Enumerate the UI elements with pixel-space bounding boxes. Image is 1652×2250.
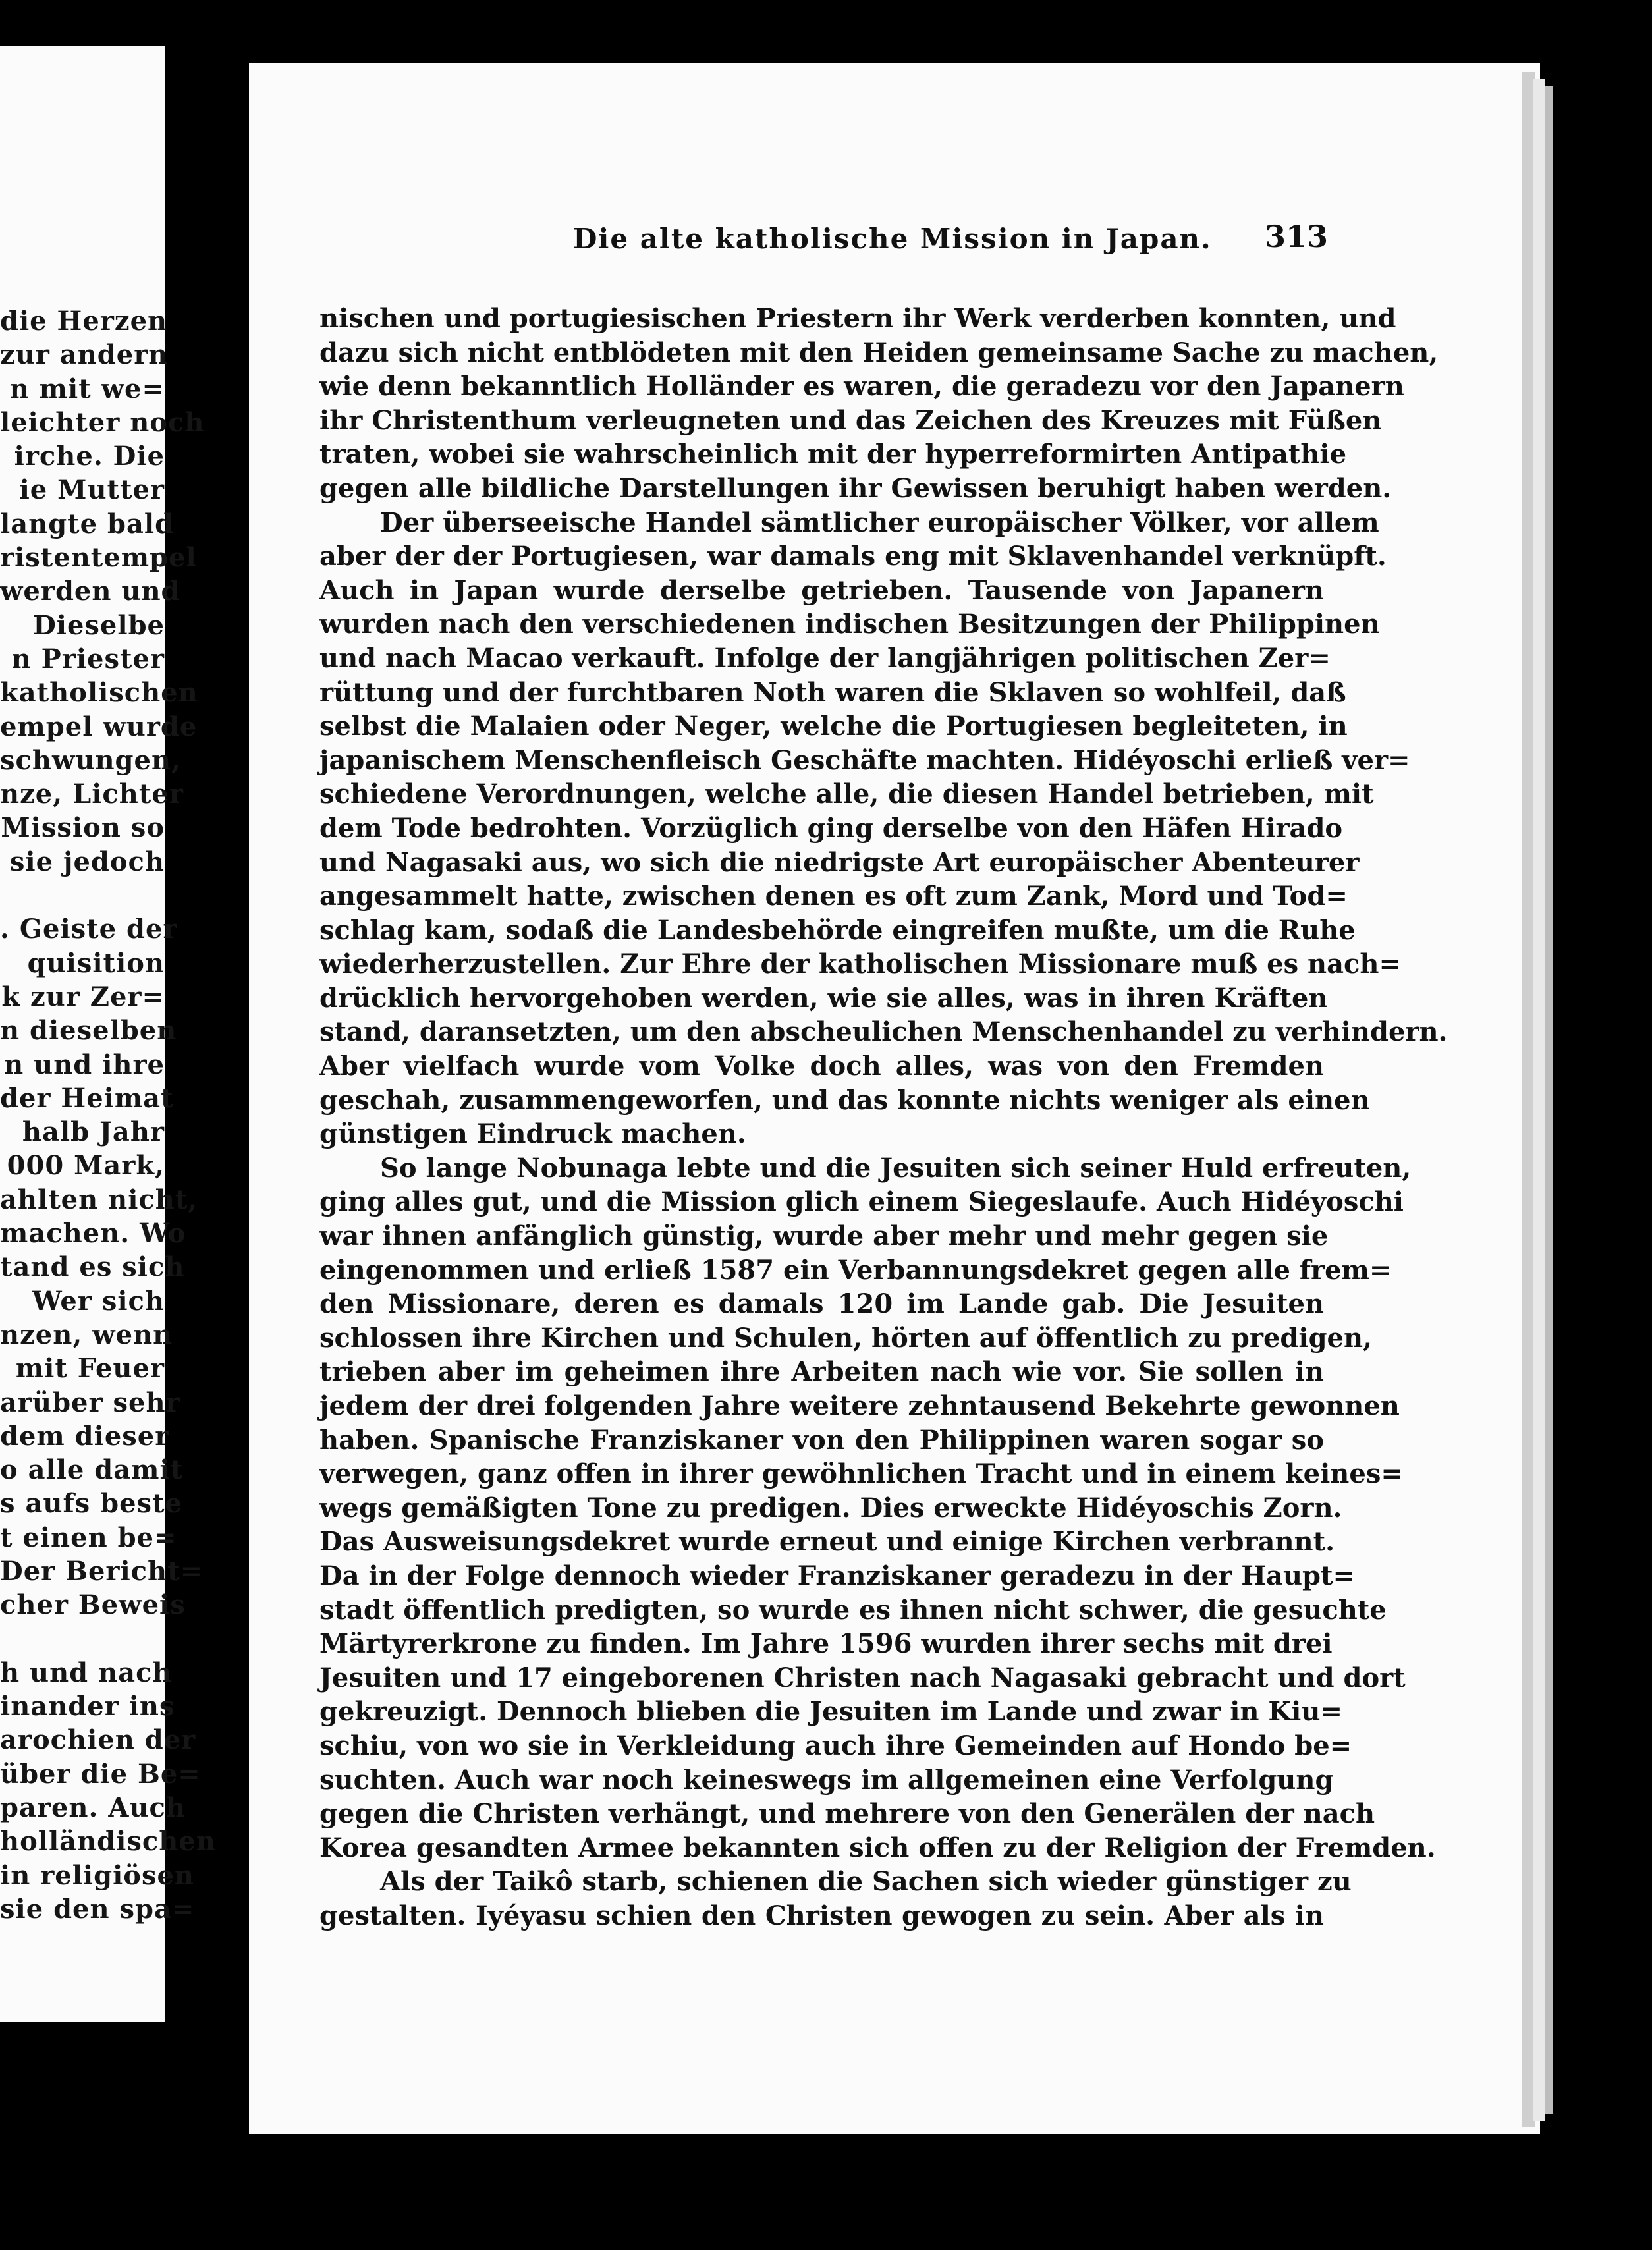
text-line: haben. Spanische Franziskaner von den Philippinen waren sogar so bbox=[319, 1424, 1324, 1456]
facing-page-line: nzen, wenn bbox=[0, 1319, 173, 1350]
text-line: wegs gemäßigten Tone zu predigen. Dies erweckte Hidéyoschis Zorn. bbox=[319, 1492, 1342, 1523]
facing-page-line: ahlten nicht, bbox=[0, 1184, 198, 1215]
text-line: jedem der drei folgenden Jahre weitere zehntausend Bekehrte gewonnen bbox=[319, 1390, 1400, 1421]
facing-page-line bbox=[0, 1622, 165, 1656]
page-edge bbox=[1522, 72, 1535, 2127]
facing-page-line: Mission so bbox=[1, 812, 165, 844]
facing-page-line: werden und bbox=[0, 576, 180, 607]
facing-page-line: quisition bbox=[27, 947, 165, 979]
facing-page-line: katholischen bbox=[0, 677, 198, 709]
text-line: Korea gesandten Armee bekannten sich offen zu der Religion der Fremden. bbox=[319, 1832, 1436, 1863]
facing-page-line: h und nach bbox=[0, 1657, 173, 1688]
facing-page-line: n mit we= bbox=[9, 373, 165, 404]
text-line: nischen und portugiesischen Priestern ihr Werk verderben konnten, und bbox=[319, 303, 1396, 334]
text-line: dazu sich nicht entblödeten mit den Heiden gemeinsame Sache zu machen, bbox=[319, 337, 1439, 368]
facing-page-line: über die Be= bbox=[0, 1758, 201, 1790]
facing-page-text bbox=[0, 304, 216, 1926]
facing-page-line: tand es sich bbox=[0, 1251, 185, 1283]
text-line: stand, daransetzten, um den abscheulichen Menschenhandel zu verhindern. bbox=[319, 1016, 1448, 1048]
facing-page-line: . Geiste der bbox=[0, 914, 178, 945]
facing-page-line: paren. Auch bbox=[0, 1792, 186, 1824]
facing-page-line: 000 Mark, bbox=[7, 1150, 165, 1182]
text-line: den Missionare, deren es damals 120 im Lande gab. Die Jesuiten bbox=[319, 1288, 1324, 1320]
text-line: Als der Taikô starb, schienen die Sachen sich wieder günstiger zu bbox=[380, 1866, 1352, 1898]
page-edge bbox=[1545, 86, 1553, 2114]
facing-page-line: holländischen bbox=[0, 1826, 216, 1857]
text-line: Da in der Folge dennoch wieder Franziskaner geradezu in der Haupt= bbox=[319, 1560, 1355, 1591]
facing-page-line: ristentempel bbox=[0, 542, 197, 574]
text-line: schlag kam, sodaß die Landesbehörde eingreifen mußte, um die Ruhe bbox=[319, 914, 1356, 946]
facing-page-line: mit Feuer bbox=[15, 1353, 165, 1385]
facing-page-line: t einen be= bbox=[0, 1522, 177, 1553]
text-line: dem Tode bedrohten. Vorzüglich ging derselbe von den Häfen Hirado bbox=[319, 812, 1343, 844]
page-number: 313 bbox=[1265, 219, 1329, 254]
text-line: wie denn bekanntlich Holländer es waren, die geradezu vor den Japanern bbox=[319, 371, 1404, 402]
text-line: Jesuiten und 17 eingeborenen Christen nach Nagasaki gebracht und dort bbox=[319, 1662, 1406, 1693]
facing-page-line: n Priester bbox=[11, 643, 165, 674]
facing-page-line: in religiösen bbox=[0, 1859, 195, 1891]
text-line: selbst die Malaien oder Neger, welche die Portugiesen begleiteten, in bbox=[319, 711, 1348, 742]
text-line: war ihnen anfänglich günstig, wurde aber mehr und mehr gegen sie bbox=[319, 1221, 1329, 1252]
facing-page-line: Der Bericht= bbox=[0, 1555, 204, 1587]
text-line: und nach Macao verkauft. Infolge der langjährigen politischen Zer= bbox=[319, 642, 1331, 674]
text-line: schlossen ihre Kirchen und Schulen, hörten auf öffentlich zu predigen, bbox=[319, 1322, 1373, 1354]
text-line: suchten. Auch war noch keineswegs im allgemeinen eine Verfolgung bbox=[319, 1764, 1334, 1796]
facing-page-line: arochien der bbox=[0, 1724, 196, 1756]
text-line: schiedene Verordnungen, welche alle, die diesen Handel betrieben, mit bbox=[319, 779, 1374, 810]
text-line: traten, wobei sie wahrscheinlich mit der hyperreformirten Antipathie bbox=[319, 439, 1347, 470]
text-line: eingenommen und erließ 1587 ein Verbannungsdekret gegen alle frem= bbox=[319, 1254, 1392, 1286]
facing-page-line bbox=[0, 879, 165, 912]
text-line: trieben aber im geheimen ihre Arbeiten nach wie vor. Sie sollen in bbox=[319, 1356, 1324, 1388]
facing-page-line: Wer sich bbox=[32, 1285, 165, 1317]
facing-page-line: inander ins bbox=[0, 1691, 175, 1722]
facing-page-line: n dieselben bbox=[0, 1015, 177, 1047]
facing-page-line: arüber sehr bbox=[0, 1386, 180, 1418]
facing-page-line: machen. Wo bbox=[0, 1218, 186, 1249]
text-line: und Nagasaki aus, wo sich die niedrigste Art europäischer Abenteurer bbox=[319, 846, 1360, 878]
text-line: geschah, zusammengeworfen, und das konnte nichts weniger als einen bbox=[319, 1084, 1370, 1116]
text-line: japanischem Menschenfleisch Geschäfte machten. Hidéyoschi erließ ver= bbox=[319, 744, 1410, 776]
facing-page-line: nze, Lichter bbox=[0, 779, 184, 810]
facing-page-line: halb Jahr bbox=[22, 1116, 165, 1148]
text-line: Aber vielfach wurde vom Volke doch alles, was von den Fremden bbox=[319, 1051, 1324, 1082]
facing-page-line: ie Mutter bbox=[19, 474, 165, 506]
text-line: gestalten. Iyéyasu schien den Christen gewogen zu sein. Aber als in bbox=[319, 1900, 1324, 1931]
text-line: günstigen Eindruck machen. bbox=[319, 1118, 746, 1150]
facing-page-line: Dieselbe bbox=[33, 609, 165, 641]
text-line: gekreuzigt. Dennoch blieben die Jesuiten im Lande und zwar in Kiu= bbox=[319, 1696, 1342, 1728]
running-head: Die alte katholische Mission in Japan. bbox=[573, 223, 1212, 255]
facing-page-line: zur andern bbox=[0, 339, 169, 371]
facing-page-line: sie jedoch bbox=[9, 846, 165, 877]
facing-page-line: leichter noch bbox=[0, 406, 205, 438]
text-line: gegen die Christen verhängt, und mehrere von den Generälen der nach bbox=[319, 1798, 1375, 1830]
text-line: Das Ausweisungsdekret wurde erneut und einige Kirchen verbrannt. bbox=[319, 1526, 1335, 1558]
facing-page-line: k zur Zer= bbox=[1, 981, 165, 1012]
facing-page-fragment bbox=[0, 46, 216, 2022]
text-line: gegen alle bildliche Darstellungen ihr Gewissen beruhigt haben werden. bbox=[319, 472, 1392, 504]
facing-page-line: o alle damit bbox=[0, 1454, 184, 1486]
text-line: Auch in Japan wurde derselbe getrieben. Tausende von Japanern bbox=[319, 574, 1324, 606]
text-line: schiu, von wo sie in Verkleidung auch ihre Gemeinden auf Hondo be= bbox=[319, 1730, 1352, 1761]
facing-page-line: langte bald bbox=[0, 508, 175, 539]
facing-page-line: die Herzen bbox=[0, 306, 168, 337]
text-line: drücklich hervorgehoben werden, wie sie alles, was in ihren Kräften bbox=[319, 982, 1328, 1014]
facing-page-line: irche. Die bbox=[14, 441, 165, 472]
text-line: Märtyrerkrone zu finden. Im Jahre 1596 wurden ihrer sechs mit drei bbox=[319, 1628, 1333, 1660]
text-line: aber der der Portugiesen, war damals eng mit Sklavenhandel verknüpft. bbox=[319, 541, 1387, 572]
facing-page-line: empel wurde bbox=[0, 711, 198, 742]
facing-page-line: s aufs beste bbox=[0, 1488, 182, 1520]
facing-page-line: sie den spa= bbox=[0, 1893, 195, 1925]
text-line: rüttung und der furchtbaren Noth waren die Sklaven so wohlfeil, daß bbox=[319, 676, 1346, 708]
text-line: stadt öffentlich predigten, so wurde es ihnen nicht schwer, die gesuchte bbox=[319, 1594, 1387, 1626]
facing-page-line: dem dieser bbox=[0, 1420, 170, 1452]
text-line: wurden nach den verschiedenen indischen Besitzungen der Philippinen bbox=[319, 609, 1380, 640]
text-line: verwegen, ganz offen in ihrer gewöhnlichen Tracht und in einem keines= bbox=[319, 1458, 1403, 1490]
text-line: angesammelt hatte, zwischen denen es oft zum Zank, Mord und Tod= bbox=[319, 881, 1348, 912]
facing-page-line: n und ihre bbox=[4, 1049, 165, 1080]
body-text bbox=[319, 302, 1448, 1933]
text-line: ging alles gut, und die Mission glich einem Siegeslaufe. Auch Hidéyoschi bbox=[319, 1186, 1404, 1218]
facing-page-line: cher Beweis bbox=[0, 1589, 186, 1621]
facing-page-line: der Heimat bbox=[0, 1082, 174, 1114]
text-line: So lange Nobunaga lebte und die Jesuiten sich seiner Huld erfreuten, bbox=[380, 1152, 1412, 1184]
text-line: ihr Christenthum verleugneten und das Zeichen des Kreuzes mit Füßen bbox=[319, 404, 1382, 436]
facing-page-line: schwungen, bbox=[0, 744, 181, 776]
text-line: wiederherzustellen. Zur Ehre der katholischen Missionare muß es nach= bbox=[319, 948, 1401, 980]
page-edge bbox=[1533, 79, 1545, 2121]
text-line: Der überseeische Handel sämtlicher europäischer Völker, vor allem bbox=[380, 507, 1379, 538]
